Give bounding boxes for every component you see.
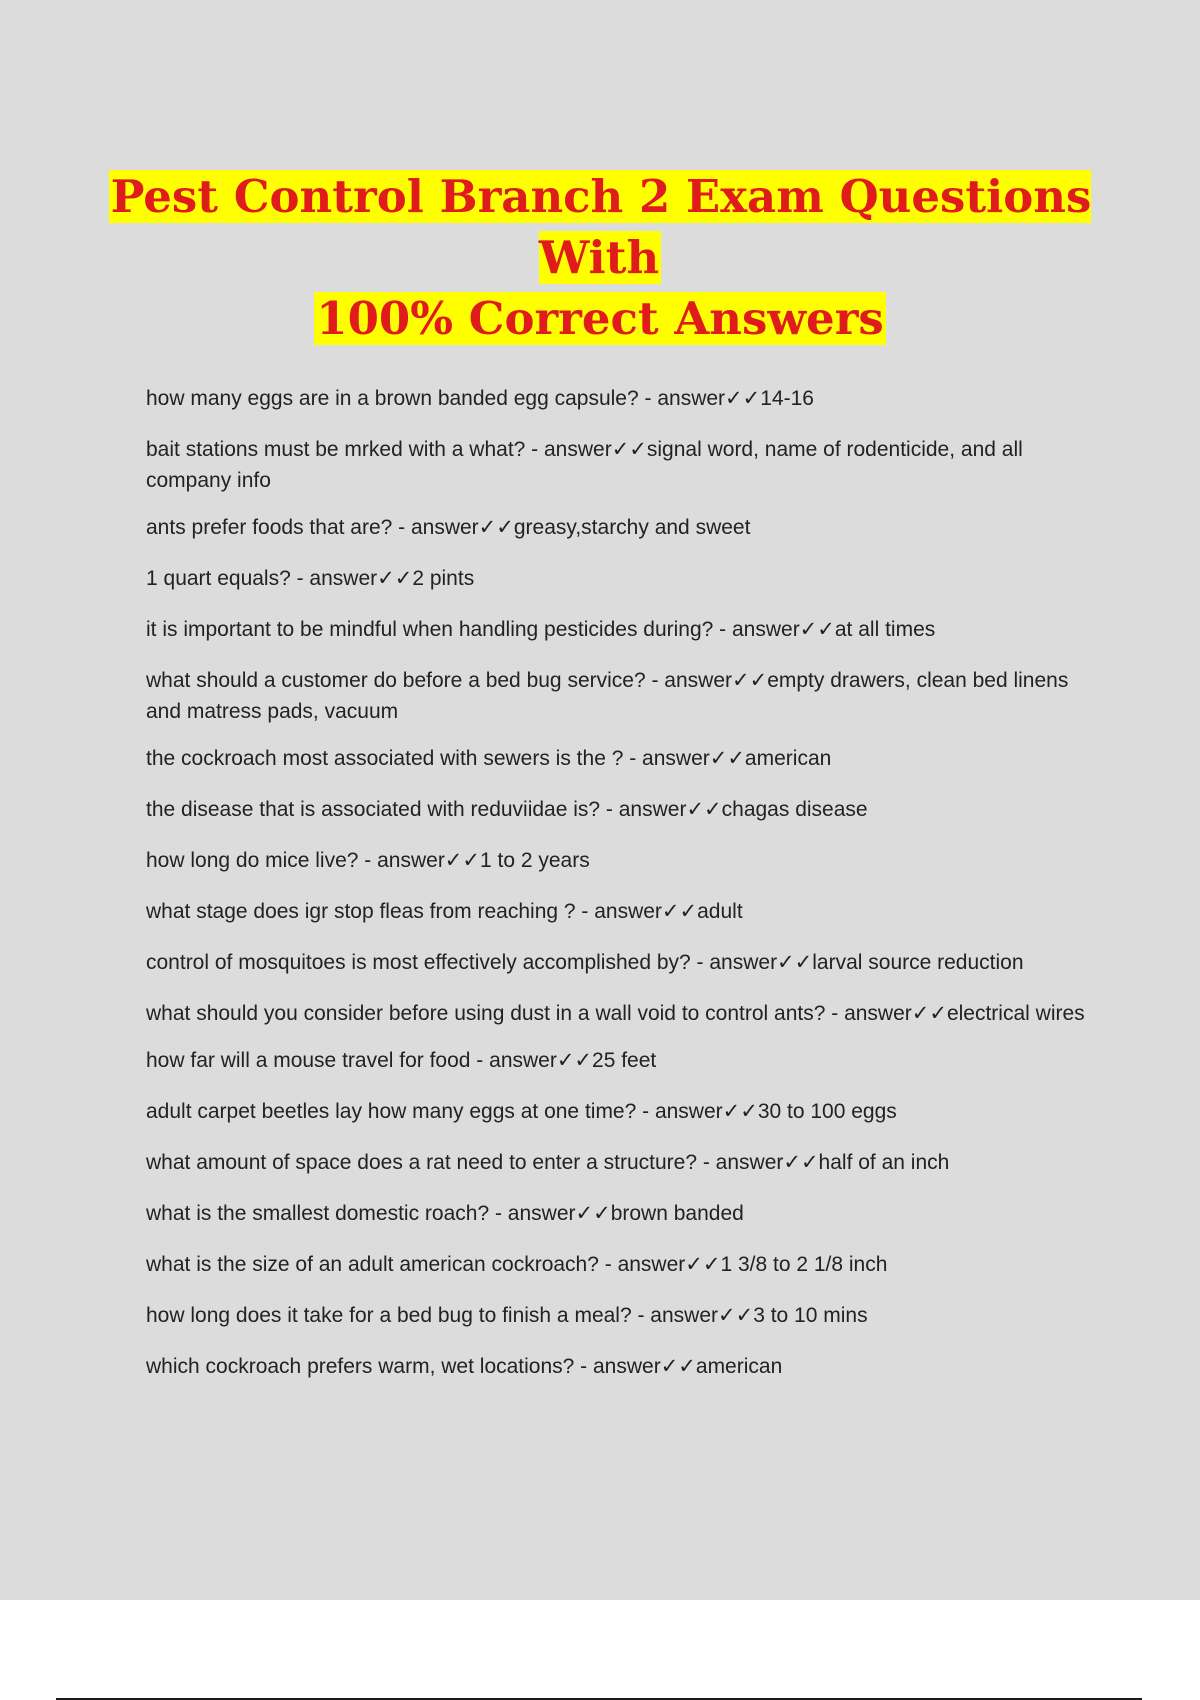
- qa-item: adult carpet beetles lay how many eggs at one time? - answer✓✓30 to 100 eggs: [146, 1100, 897, 1123]
- qa-item: bait stations must be mrked with a what? - answer✓✓signal word, name of rodenticide, and all company info: [146, 438, 1023, 492]
- qa-item: how long do mice live? - answer✓✓1 to 2 years: [146, 849, 590, 872]
- qa-item: what is the smallest domestic roach? - answer✓✓brown banded: [146, 1202, 744, 1225]
- qa-item: how many eggs are in a brown banded egg capsule? - answer✓✓14-16: [146, 387, 814, 410]
- qa-item: what amount of space does a rat need to enter a structure? - answer✓✓half of an inch: [146, 1151, 950, 1174]
- qa-item: control of mosquitoes is most effectively accomplished by? - answer✓✓larval source reduction: [146, 951, 1024, 974]
- qa-item: what is the size of an adult american cockroach? - answer✓✓1 3/8 to 2 1/8 inch: [146, 1253, 888, 1276]
- qa-item: it is important to be mindful when handling pesticides during? - answer✓✓at all times: [146, 618, 936, 641]
- qa-item: the cockroach most associated with sewers is the ? - answer✓✓american: [146, 747, 832, 770]
- qa-item: the disease that is associated with reduviidae is? - answer✓✓chagas disease: [146, 798, 868, 821]
- title-line-2: 100% Correct Answers: [316, 292, 884, 345]
- title-line-1: Pest Control Branch 2 Exam Questions With: [110, 170, 1092, 284]
- qa-item: what stage does igr stop fleas from reaching ? - answer✓✓adult: [146, 900, 743, 923]
- qa-item: what should a customer do before a bed bug service? - answer✓✓empty drawers, clean bed linens and matress pads, vacuum: [146, 669, 1069, 723]
- qa-item: how long does it take for a bed bug to finish a meal? - answer✓✓3 to 10 mins: [146, 1304, 868, 1327]
- qa-item: which cockroach prefers warm, wet locations? - answer✓✓american: [146, 1355, 783, 1378]
- qa-item: how far will a mouse travel for food - answer✓✓25 feet: [146, 1049, 657, 1072]
- question-answer-list: [146, 383, 1096, 1402]
- qa-item: 1 quart equals? - answer✓✓2 pints: [146, 567, 475, 590]
- qa-item: ants prefer foods that are? - answer✓✓greasy,starchy and sweet: [146, 516, 751, 539]
- qa-item: what should you consider before using dust in a wall void to control ants? - answer✓✓electrical wires: [146, 1002, 1085, 1025]
- document-title: [100, 166, 1100, 349]
